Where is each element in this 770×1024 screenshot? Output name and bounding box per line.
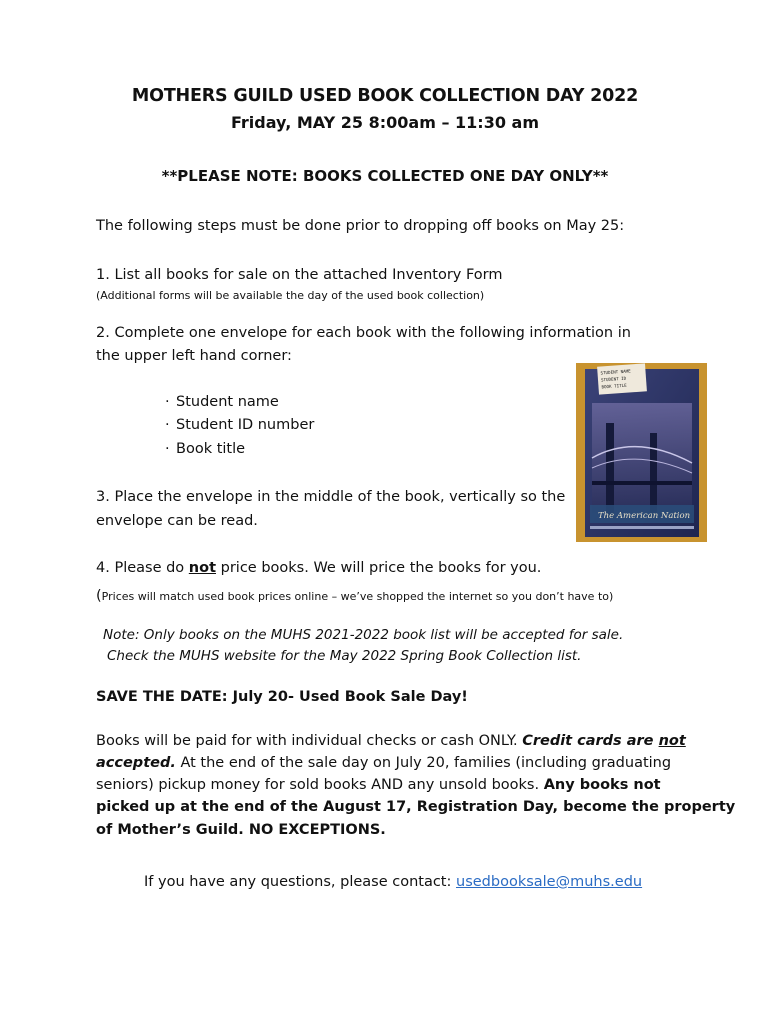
list-item-book-title: · Book title <box>165 441 246 457</box>
payment-line-2: accepted. At the end of the sale day on July 20, families (including graduating <box>96 755 672 771</box>
svg-text:The American Nation: The American Nation <box>598 511 691 521</box>
contact-email-link[interactable]: usedbooksale@muhs.edu <box>456 874 643 890</box>
payment-line-1: Books will be paid for with individual checks or cash ONLY. Credit cards are not <box>96 733 686 749</box>
step-4-text: 4. Please do not price books. We will price the books for you. <box>96 560 542 576</box>
bullet-icon: · <box>165 394 170 410</box>
bullet-icon: · <box>165 441 170 457</box>
page-title: MOTHERS GUILD USED BOOK COLLECTION DAY 2022 <box>131 86 639 106</box>
step-4-note: (Prices will match used book prices online – we’ve shopped the internet so you don’t have to) <box>96 588 614 604</box>
step-2-line-1: 2. Complete one envelope for each book with the following information in <box>96 325 631 341</box>
svg-text:BOOK TITLE: BOOK TITLE <box>601 382 627 390</box>
italic-note-line-2: Check the MUHS website for the May 2022 Spring Book Collection list. <box>107 648 582 664</box>
svg-text:STUDENT ID: STUDENT ID <box>600 375 627 383</box>
event-date-time: Friday, MAY 25 8:00am – 11:30 am <box>230 113 539 132</box>
step-1-text: 1. List all books for sale on the attached Inventory Form <box>96 267 503 283</box>
step-3-line-1: 3. Place the envelope in the middle of the book, vertically so the <box>96 489 566 505</box>
book-photo-image <box>576 363 707 542</box>
step-1-note: (Additional forms will be available the day of the used book collection) <box>96 289 485 302</box>
intro-text: The following steps must be done prior to dropping off books on May 25: <box>96 218 625 234</box>
bullet-icon: · <box>165 417 170 433</box>
not-emphasis: not <box>188 560 217 576</box>
payment-line-5: of Mother’s Guild. NO EXCEPTIONS. <box>96 822 386 838</box>
svg-text:STUDENT NAME: STUDENT NAME <box>600 368 631 376</box>
payment-line-3: seniors) pickup money for sold books AND any unsold books. Any books not <box>96 777 661 793</box>
book-photo <box>576 363 707 542</box>
list-item-student-name: · Student name <box>165 394 279 410</box>
italic-note-line-1: Note: Only books on the MUHS 2021-2022 book list will be accepted for sale. <box>103 627 624 643</box>
contact-line: If you have any questions, please contact: usedbooksale@muhs.edu <box>144 874 643 890</box>
payment-line-4: picked up at the end of the August 17, Registration Day, become the property <box>96 799 736 815</box>
one-day-notice: **PLEASE NOTE: BOOKS COLLECTED ONE DAY ONLY** <box>161 167 609 185</box>
step-3-line-2: envelope can be read. <box>96 513 258 529</box>
step-2-line-2: the upper left hand corner: <box>96 348 292 364</box>
list-item-student-id: · Student ID number <box>165 417 315 433</box>
save-the-date: SAVE THE DATE: July 20- Used Book Sale Day! <box>96 689 468 705</box>
